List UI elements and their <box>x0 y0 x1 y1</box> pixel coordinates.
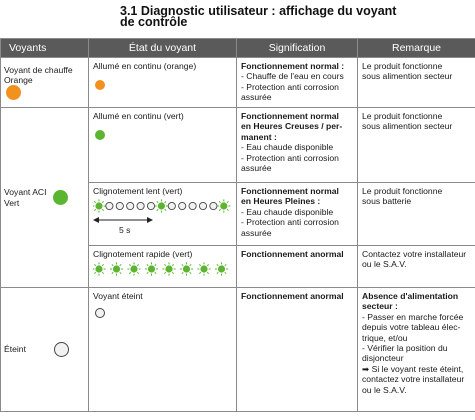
green-blinking-led-icon <box>220 203 227 210</box>
signification-cell <box>237 183 358 246</box>
etat-label: Clignotement rapide (vert) <box>93 249 193 259</box>
signification-title: Fonctionnement normal : <box>241 61 345 71</box>
grey-blinking-led-icon <box>127 203 134 210</box>
period-label: 5 s <box>119 225 131 236</box>
green-blinking-led-icon <box>113 266 120 273</box>
etat-label: Voyant éteint <box>93 291 143 301</box>
voyant-chauffe-cell <box>1 58 89 108</box>
remarque-text: - Passer en marche forcée depuis votre tableau élec- trique, et/ou - Vérifier la position du disjoncteur ➡ Si le voyant reste éteint, contactez votre installateur ou le S.A.V. <box>362 311 465 395</box>
voyant-chauffe-label: Voyant de chauffe Orange <box>4 64 73 85</box>
grey-blinking-led-icon <box>106 203 113 210</box>
signification-text: - Chauffe de l'eau en cours - Protection anti corrosion assurée <box>241 71 344 103</box>
orange-led-icon <box>95 80 105 90</box>
grey-led-icon <box>95 308 105 318</box>
remarque-text: Le produit fonctionne sous batterie <box>362 186 443 207</box>
remarque-cell <box>358 246 475 288</box>
header-voyants: Voyants <box>1 39 89 58</box>
voyant-eteint-cell <box>1 288 89 412</box>
grey-blinking-led-icon <box>168 203 175 210</box>
etat-label: Allumé en continu (vert) <box>93 111 184 121</box>
etat-cell <box>89 58 237 108</box>
fast-blink-sequence-icon <box>93 262 233 276</box>
green-blinking-led-icon <box>218 266 225 273</box>
section-title: 3.1 Diagnostic utilisateur : affichage du voyant de contrôle <box>120 4 397 29</box>
grey-blinking-led-icon <box>179 203 186 210</box>
header-remarque: Remarque <box>358 39 475 58</box>
remarque-text: Le produit fonctionne sous alimention secteur <box>362 61 453 82</box>
green-blinking-led-icon <box>200 266 207 273</box>
remarque-cell <box>358 183 475 246</box>
green-blinking-led-icon <box>148 266 155 273</box>
grey-blinking-led-icon <box>199 203 206 210</box>
signification-text: - Eau chaude disponible - Protection anti corrosion assurée <box>241 206 339 238</box>
signification-title: Fonctionnement anormal <box>241 249 344 259</box>
etat-cell <box>89 183 237 246</box>
green-blinking-led-icon <box>158 203 165 210</box>
header-etat: État du voyant <box>89 39 237 58</box>
orange-led-icon <box>6 85 21 100</box>
etat-cell <box>89 288 237 412</box>
signification-cell <box>237 246 358 288</box>
green-blinking-led-icon <box>165 266 172 273</box>
green-led-icon <box>95 130 105 140</box>
remarque-title: Absence d'alimentation secteur : <box>362 291 459 312</box>
signification-title: Fonctionnement normal en Heures Pleines : <box>241 186 339 207</box>
remarque-text: Contactez votre installateur ou le S.A.V. <box>362 249 467 270</box>
green-blinking-led-icon <box>95 266 102 273</box>
grey-blinking-led-icon <box>137 203 144 210</box>
signification-title: Fonctionnement normal en Heures Creuses / per- manent : <box>241 111 343 142</box>
grey-blinking-led-icon <box>147 203 154 210</box>
signification-text: - Eau chaude disponible - Protection anti corrosion assurée <box>241 142 339 174</box>
grey-blinking-led-icon <box>116 203 123 210</box>
table-row <box>1 108 475 183</box>
grey-blinking-led-icon <box>189 203 196 210</box>
grey-blinking-led-icon <box>210 203 217 210</box>
voyant-aci-cell <box>1 108 89 288</box>
remarque-cell <box>358 288 475 412</box>
slow-blink-sequence-icon <box>93 199 231 213</box>
remarque-text: Le produit fonctionne sous alimention secteur <box>362 111 453 132</box>
signification-cell <box>237 108 358 183</box>
etat-label: Allumé en continu (orange) <box>93 61 197 71</box>
green-blinking-led-icon <box>130 266 137 273</box>
grey-led-icon <box>54 342 69 357</box>
etat-cell <box>89 108 237 183</box>
table-row <box>1 288 475 412</box>
etat-cell <box>89 246 237 288</box>
remarque-cell <box>358 58 475 108</box>
etat-label: Clignotement lent (vert) <box>93 186 183 196</box>
green-blinking-led-icon <box>183 266 190 273</box>
signification-cell <box>237 288 358 412</box>
voyant-eteint-label: Éteint <box>4 344 26 355</box>
table-header-row <box>1 39 475 58</box>
signification-title: Fonctionnement anormal <box>241 291 344 301</box>
header-signification: Signification <box>237 39 358 58</box>
table-row <box>1 58 475 108</box>
remarque-cell <box>358 108 475 183</box>
green-blinking-led-icon <box>95 203 102 210</box>
signification-cell <box>237 58 358 108</box>
diagnostic-table <box>0 38 475 412</box>
green-led-icon <box>53 190 68 205</box>
voyant-aci-label: Voyant ACI Vert <box>4 187 47 208</box>
